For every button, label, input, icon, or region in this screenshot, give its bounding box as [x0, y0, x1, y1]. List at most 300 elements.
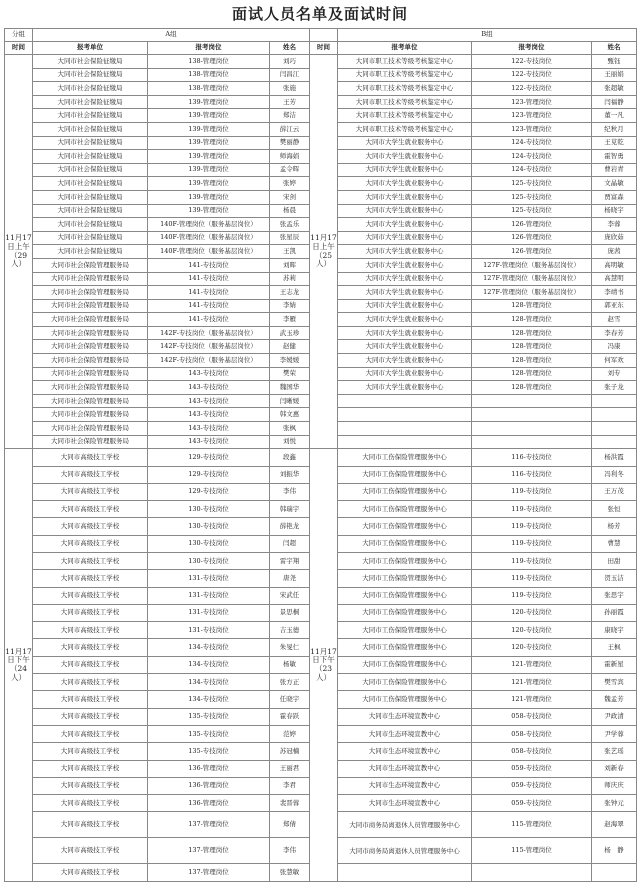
cell-b-unit: 大同市大学生就业服务中心 [338, 354, 472, 368]
cell-a-unit: 大同市高级技工学校 [33, 570, 148, 587]
cell-b-post: 115-管理岗位 [472, 812, 592, 838]
cell-b-unit: 大同市生态环境宣教中心 [338, 743, 472, 760]
cell-b-post: 121-管理岗位 [472, 691, 592, 708]
cell-b-name: 高慧明 [592, 272, 637, 286]
cell-a-post: 141-专技岗位 [148, 258, 270, 272]
cell-a-name: 张婷 [270, 177, 310, 191]
cell-a-post: 138-管理岗位 [148, 82, 270, 96]
table-row [5, 449, 637, 466]
cell-a-name: 朱旻仁 [270, 639, 310, 656]
cell-a-name: 闫昌江 [270, 68, 310, 82]
cell-b-unit: 大同市大学生就业服务中心 [338, 326, 472, 340]
cell-a-name: 刘晖 [270, 258, 310, 272]
cell-a-post: 129-专技岗位 [148, 466, 270, 483]
cell-b-post: 119-专技岗位 [472, 535, 592, 552]
cell-a-unit: 大同市社会保险管理服务局 [33, 286, 148, 300]
cell-b-name: 庞欣茹 [592, 231, 637, 245]
cell-b-unit: 大同市大学生就业服务中心 [338, 286, 472, 300]
cell-a-unit: 大同市社会保险征缴局 [33, 150, 148, 164]
cell-a-name: 王芳 [270, 95, 310, 109]
cell-b-unit: 大同市大学生就业服务中心 [338, 136, 472, 150]
cell-b-unit [338, 394, 472, 408]
cell-a-unit: 大同市社会保险管理服务局 [33, 354, 148, 368]
cell-b-name: 曹岩青 [592, 163, 637, 177]
cell-a-post: 142F-专技岗位（服务基层岗位） [148, 340, 270, 354]
cell-b-post: 127F-管理岗位（服务基层岗位） [472, 258, 592, 272]
cell-b-name: 董一凡 [592, 109, 637, 123]
cell-b-post: 128-管理岗位 [472, 299, 592, 313]
cell-a-unit: 大同市社会保险管理服务局 [33, 326, 148, 340]
cell-a-post: 141-专技岗位 [148, 286, 270, 300]
cell-b-unit: 大同市大学生就业服务中心 [338, 258, 472, 272]
cell-a-name: 李伟 [270, 483, 310, 500]
cell-a-post: 130-专技岗位 [148, 553, 270, 570]
cell-a-post: 143-专技岗位 [148, 381, 270, 395]
cell-a-name: 张孟乐 [270, 218, 310, 232]
cell-b-name: 李春芳 [592, 326, 637, 340]
cell-a-post: 134-专技岗位 [148, 639, 270, 656]
cell-b-unit [338, 435, 472, 449]
cell-b-name: 闫福静 [592, 95, 637, 109]
cell-b-post: 123-管理岗位 [472, 122, 592, 136]
cell-a-unit: 大同市社会保险管理服务局 [33, 272, 148, 286]
cell-b-post: 124-专技岗位 [472, 136, 592, 150]
cell-b-post [472, 864, 592, 881]
cell-b-unit: 大同市工伤保险管理服务中心 [338, 604, 472, 621]
cell-a-name: 王志龙 [270, 286, 310, 300]
cell-b-post: 119-专技岗位 [472, 587, 592, 604]
cell-b-name: 甄钰 [592, 55, 637, 69]
cell-b-name [592, 394, 637, 408]
table-row [5, 55, 637, 69]
cell-a-unit: 大同市高级技工学校 [33, 777, 148, 794]
cell-a-name: 张枫 [270, 422, 310, 436]
cell-b-name: 杨洪霞 [592, 449, 637, 466]
cell-a-unit: 大同市社会保险管理服务局 [33, 367, 148, 381]
cell-a-unit: 大同市高级技工学校 [33, 674, 148, 691]
cell-b-name: 李蓉 [592, 218, 637, 232]
cell-b-post [472, 435, 592, 449]
cell-b-unit: 大同市工伤保险管理服务中心 [338, 535, 472, 552]
cell-b-unit: 大同市大学生就业服务中心 [338, 313, 472, 327]
cell-b-post: 127F-管理岗位（服务基层岗位） [472, 272, 592, 286]
cell-a-name: 李雁 [270, 313, 310, 327]
cell-a-post: 134-专技岗位 [148, 656, 270, 673]
session-time-a: 11月17日上午（29人） [5, 55, 33, 449]
cell-b-name: 师庆庆 [592, 777, 637, 794]
cell-a-name: 李媛媛 [270, 354, 310, 368]
cell-b-name: 庞茜 [592, 245, 637, 259]
cell-b-name: 赵海翠 [592, 812, 637, 838]
cell-a-post: 129-专技岗位 [148, 483, 270, 500]
cell-a-post: 141-专技岗位 [148, 299, 270, 313]
cell-b-unit: 大同市生态环境宣教中心 [338, 725, 472, 742]
cell-a-unit: 大同市社会保险征缴局 [33, 95, 148, 109]
cell-a-unit: 大同市社会保险征缴局 [33, 218, 148, 232]
cell-a-name: 苏冠楠 [270, 743, 310, 760]
cell-a-unit: 大同市社会保险征缴局 [33, 204, 148, 218]
cell-a-unit: 大同市高级技工学校 [33, 535, 148, 552]
cell-a-post: 140F-管理岗位（服务基层岗位） [148, 231, 270, 245]
session-time-a: 11月17日下午（24人） [5, 449, 33, 882]
cell-b-unit: 大同市生态环境宣教中心 [338, 760, 472, 777]
cell-a-name: 苏莉 [270, 272, 310, 286]
cell-a-name: 吉玉德 [270, 622, 310, 639]
cell-b-post: 120-专技岗位 [472, 639, 592, 656]
cell-a-post: 142F-专技岗位（服务基层岗位） [148, 326, 270, 340]
cell-a-name: 郑倩 [270, 812, 310, 838]
cell-a-post: 130-专技岗位 [148, 518, 270, 535]
cell-b-unit: 大同市大学生就业服务中心 [338, 163, 472, 177]
cell-b-unit: 大同市大学生就业服务中心 [338, 150, 472, 164]
cell-a-post: 142F-专技岗位（服务基层岗位） [148, 354, 270, 368]
time-header-a: 时间 [5, 42, 33, 55]
cell-a-post: 143-专技岗位 [148, 394, 270, 408]
cell-a-unit: 大同市社会保险管理服务局 [33, 313, 148, 327]
cell-b-unit: 大同市大学生就业服务中心 [338, 204, 472, 218]
cell-a-unit: 大同市社会保险管理服务局 [33, 258, 148, 272]
cell-b-unit: 大同市工伤保险管理服务中心 [338, 553, 472, 570]
cell-a-unit: 大同市社会保险征缴局 [33, 55, 148, 69]
cell-a-unit: 大同市社会保险征缴局 [33, 68, 148, 82]
cell-b-name: 孙丽霞 [592, 604, 637, 621]
cell-a-post: 143-专技岗位 [148, 435, 270, 449]
cell-a-name: 杨敏 [270, 656, 310, 673]
cell-a-name: 任晓宇 [270, 691, 310, 708]
cell-a-post: 141-专技岗位 [148, 313, 270, 327]
cell-b-post: 116-专技岗位 [472, 466, 592, 483]
cell-b-name: 霍新星 [592, 656, 637, 673]
cell-b-post: 119-专技岗位 [472, 570, 592, 587]
cell-a-post: 137-管理岗位 [148, 812, 270, 838]
cell-b-name: 张钟元 [592, 795, 637, 812]
page-title: 面试人员名单及面试时间 [231, 5, 408, 23]
cell-a-unit: 大同市社会保险征缴局 [33, 82, 148, 96]
cell-b-post [472, 408, 592, 422]
cell-b-post: 116-专技岗位 [472, 449, 592, 466]
cell-b-name: 杨晓宇 [592, 204, 637, 218]
cell-a-name: 孟令晖 [270, 163, 310, 177]
cell-b-name: 张超敏 [592, 82, 637, 96]
cell-b-name: 刘专 [592, 367, 637, 381]
cell-a-unit: 大同市高级技工学校 [33, 604, 148, 621]
cell-a-unit: 大同市高级技工学校 [33, 864, 148, 881]
cell-b-post: 128-管理岗位 [472, 313, 592, 327]
cell-a-name: 王丽君 [270, 760, 310, 777]
cell-a-unit: 大同市高级技工学校 [33, 622, 148, 639]
group-b-spacer [310, 29, 338, 42]
column-header-row [5, 42, 637, 55]
cell-b-post: 119-专技岗位 [472, 553, 592, 570]
cell-a-name: 唐尧 [270, 570, 310, 587]
cell-a-unit: 大同市高级技工学校 [33, 553, 148, 570]
cell-b-post: 128-管理岗位 [472, 354, 592, 368]
cell-b-unit: 大同市商务局离退休人员管理服务中心 [338, 812, 472, 838]
cell-a-post: 139-管理岗位 [148, 204, 270, 218]
cell-b-name: 贺玉洁 [592, 570, 637, 587]
cell-a-post: 138-管理岗位 [148, 55, 270, 69]
cell-b-unit: 大同市职工技术等级考核鉴定中心 [338, 109, 472, 123]
cell-a-name: 刘巧 [270, 55, 310, 69]
unit-header-a: 报考单位 [33, 42, 148, 55]
cell-b-name: 霍智勇 [592, 150, 637, 164]
cell-a-unit: 大同市高级技工学校 [33, 708, 148, 725]
cell-a-name: 李君 [270, 777, 310, 794]
cell-b-post: 120-专技岗位 [472, 604, 592, 621]
cell-a-unit: 大同市社会保险征缴局 [33, 245, 148, 259]
cell-a-post: 134-专技岗位 [148, 691, 270, 708]
cell-a-post: 135-专技岗位 [148, 708, 270, 725]
cell-a-unit: 大同市高级技工学校 [33, 691, 148, 708]
cell-a-name: 韩瑞宇 [270, 501, 310, 518]
cell-b-unit: 大同市职工技术等级考核鉴定中心 [338, 82, 472, 96]
cell-a-name: 韩文惠 [270, 408, 310, 422]
cell-b-unit: 大同市大学生就业服务中心 [338, 231, 472, 245]
cell-a-post: 139-管理岗位 [148, 122, 270, 136]
cell-b-unit: 大同市职工技术等级考核鉴定中心 [338, 68, 472, 82]
post-header-a: 报考岗位 [148, 42, 270, 55]
cell-b-unit [338, 422, 472, 436]
cell-a-name: 张慧敏 [270, 864, 310, 881]
cell-a-name: 薛艳龙 [270, 518, 310, 535]
cell-a-unit: 大同市社会保险征缴局 [33, 122, 148, 136]
cell-a-name: 雷宇翔 [270, 553, 310, 570]
cell-b-post: 058-专技岗位 [472, 743, 592, 760]
cell-a-unit: 大同市社会保险征缴局 [33, 163, 148, 177]
cell-b-name: 张思宇 [592, 587, 637, 604]
cell-b-post: 125-专技岗位 [472, 177, 592, 191]
cell-a-unit: 大同市社会保险征缴局 [33, 231, 148, 245]
cell-b-post: 125-专技岗位 [472, 204, 592, 218]
name-header-a: 姓名 [270, 42, 310, 55]
cell-a-unit: 大同市社会保险管理服务局 [33, 394, 148, 408]
cell-b-unit: 大同市工伤保险管理服务中心 [338, 587, 472, 604]
cell-b-unit: 大同市大学生就业服务中心 [338, 245, 472, 259]
cell-b-post [472, 422, 592, 436]
cell-b-name: 李靖书 [592, 286, 637, 300]
cell-b-name: 刘新春 [592, 760, 637, 777]
cell-a-name: 闫超 [270, 535, 310, 552]
cell-a-name: 霍春跃 [270, 708, 310, 725]
cell-b-unit: 大同市工伤保险管理服务中心 [338, 501, 472, 518]
cell-a-post: 140F-管理岗位（服务基层岗位） [148, 218, 270, 232]
cell-a-name: 张施 [270, 82, 310, 96]
cell-a-post: 139-管理岗位 [148, 190, 270, 204]
cell-a-name: 杨晨 [270, 204, 310, 218]
cell-b-unit: 大同市工伤保险管理服务中心 [338, 691, 472, 708]
cell-a-name: 张星辰 [270, 231, 310, 245]
cell-b-post: 128-管理岗位 [472, 326, 592, 340]
cell-a-post: 130-专技岗位 [148, 501, 270, 518]
cell-b-post: 120-专技岗位 [472, 622, 592, 639]
cell-b-unit: 大同市大学生就业服务中心 [338, 340, 472, 354]
cell-a-unit: 大同市社会保险管理服务局 [33, 381, 148, 395]
cell-b-name: 王枫 [592, 639, 637, 656]
cell-b-post: 119-专技岗位 [472, 483, 592, 500]
cell-b-name: 王苋乾 [592, 136, 637, 150]
cell-a-post: 134-专技岗位 [148, 674, 270, 691]
cell-b-post: 119-专技岗位 [472, 501, 592, 518]
cell-a-post: 139-管理岗位 [148, 150, 270, 164]
cell-b-name: 文晶敏 [592, 177, 637, 191]
cell-b-post: 127F-管理岗位（服务基层岗位） [472, 286, 592, 300]
cell-b-name: 贾富森 [592, 190, 637, 204]
cell-b-post: 122-专技岗位 [472, 55, 592, 69]
cell-a-post: 135-专技岗位 [148, 725, 270, 742]
cell-b-name: 康晓宇 [592, 622, 637, 639]
cell-a-unit: 大同市高级技工学校 [33, 518, 148, 535]
cell-a-post: 143-专技岗位 [148, 422, 270, 436]
cell-b-name: 樊雪宾 [592, 674, 637, 691]
cell-b-post: 058-专技岗位 [472, 725, 592, 742]
cell-a-name: 张方正 [270, 674, 310, 691]
cell-b-unit: 大同市工伤保险管理服务中心 [338, 466, 472, 483]
cell-a-unit: 大同市社会保险管理服务局 [33, 340, 148, 354]
cell-a-unit: 大同市高级技工学校 [33, 501, 148, 518]
cell-b-name [592, 408, 637, 422]
cell-b-name: 何军欢 [592, 354, 637, 368]
cell-b-name [592, 435, 637, 449]
cell-b-name: 田甜 [592, 553, 637, 570]
cell-b-name: 冯利冬 [592, 466, 637, 483]
cell-a-post: 131-专技岗位 [148, 587, 270, 604]
cell-b-unit: 大同市生态环境宣教中心 [338, 708, 472, 725]
cell-a-post: 143-专技岗位 [148, 408, 270, 422]
cell-b-unit: 大同市职工技术等级考核鉴定中心 [338, 95, 472, 109]
cell-b-unit: 大同市大学生就业服务中心 [338, 381, 472, 395]
cell-a-post: 139-管理岗位 [148, 109, 270, 123]
cell-a-unit: 大同市社会保险征缴局 [33, 177, 148, 191]
cell-a-post: 129-专技岗位 [148, 449, 270, 466]
cell-b-unit: 大同市工伤保险管理服务中心 [338, 639, 472, 656]
cell-a-unit: 大同市社会保险征缴局 [33, 136, 148, 150]
cell-a-unit: 大同市社会保险管理服务局 [33, 408, 148, 422]
cell-a-unit: 大同市高级技工学校 [33, 725, 148, 742]
cell-b-name: 张恒 [592, 501, 637, 518]
session-time-b: 11月17日下午（23人） [310, 449, 338, 882]
cell-b-name: 高明敏 [592, 258, 637, 272]
cell-a-name: 李婧 [270, 299, 310, 313]
cell-b-name: 郭亚东 [592, 299, 637, 313]
cell-b-post: 123-管理岗位 [472, 95, 592, 109]
cell-b-unit: 大同市生态环境宣教中心 [338, 777, 472, 794]
cell-a-unit: 大同市高级技工学校 [33, 449, 148, 466]
cell-b-post: 126-管理岗位 [472, 231, 592, 245]
cell-b-name: 张艺瑶 [592, 743, 637, 760]
cell-b-post: 125-专技岗位 [472, 190, 592, 204]
cell-b-post: 122-专技岗位 [472, 68, 592, 82]
cell-a-post: 140F-管理岗位（服务基层岗位） [148, 245, 270, 259]
group-a-header: A组 [33, 29, 310, 42]
cell-b-name: 张子龙 [592, 381, 637, 395]
cell-a-unit: 大同市社会保险管理服务局 [33, 422, 148, 436]
cell-a-unit: 大同市高级技工学校 [33, 587, 148, 604]
cell-a-unit: 大同市高级技工学校 [33, 483, 148, 500]
cell-b-post: 059-专技岗位 [472, 760, 592, 777]
cell-b-unit: 大同市工伤保险管理服务中心 [338, 674, 472, 691]
cell-b-post: 115-管理岗位 [472, 838, 592, 864]
cell-b-post: 123-管理岗位 [472, 109, 592, 123]
group-row [5, 29, 637, 42]
cell-b-name: 魏孟芳 [592, 691, 637, 708]
cell-a-unit: 大同市高级技工学校 [33, 466, 148, 483]
cell-b-post: 122-专技岗位 [472, 82, 592, 96]
cell-a-post: 139-管理岗位 [148, 95, 270, 109]
cell-b-post: 128-管理岗位 [472, 367, 592, 381]
cell-a-name: 魏国华 [270, 381, 310, 395]
cell-a-post: 139-管理岗位 [148, 136, 270, 150]
cell-b-name: 尹政清 [592, 708, 637, 725]
cell-b-unit: 大同市商务局离退休人员管理服务中心 [338, 838, 472, 864]
cell-b-unit: 大同市职工技术等级考核鉴定中心 [338, 122, 472, 136]
cell-a-unit: 大同市高级技工学校 [33, 838, 148, 864]
cell-b-post: 128-管理岗位 [472, 381, 592, 395]
session-time-b: 11月17日上午（25人） [310, 55, 338, 449]
cell-a-name: 刘悦 [270, 435, 310, 449]
cell-a-post: 139-管理岗位 [148, 177, 270, 191]
cell-a-name: 闫晰媛 [270, 394, 310, 408]
cell-a-unit: 大同市社会保险征缴局 [33, 109, 148, 123]
cell-b-name: 赵雪 [592, 313, 637, 327]
cell-b-post: 126-管理岗位 [472, 218, 592, 232]
time-header-b: 时间 [310, 42, 338, 55]
cell-b-post: 124-专技岗位 [472, 163, 592, 177]
cell-a-post: 131-专技岗位 [148, 622, 270, 639]
cell-a-name: 宋剑 [270, 190, 310, 204]
cell-a-post: 143-专技岗位 [148, 367, 270, 381]
cell-b-unit: 大同市工伤保险管理服务中心 [338, 449, 472, 466]
cell-a-post: 139-管理岗位 [148, 163, 270, 177]
cell-b-unit: 大同市工伤保险管理服务中心 [338, 656, 472, 673]
cell-a-post: 131-专技岗位 [148, 604, 270, 621]
unit-header-b: 报考单位 [338, 42, 472, 55]
cell-b-unit: 大同市大学生就业服务中心 [338, 218, 472, 232]
cell-b-unit [338, 408, 472, 422]
cell-b-name: 杨 静 [592, 838, 637, 864]
cell-a-post: 137-管理岗位 [148, 864, 270, 881]
cell-b-unit: 大同市职工技术等级考核鉴定中心 [338, 55, 472, 69]
cell-a-name: 宋武任 [270, 587, 310, 604]
cell-b-name: 冯康 [592, 340, 637, 354]
cell-a-name: 樊荣 [270, 367, 310, 381]
cell-a-name: 薛江云 [270, 122, 310, 136]
cell-b-post: 059-专技岗位 [472, 795, 592, 812]
cell-b-name [592, 864, 637, 881]
cell-a-unit: 大同市社会保险征缴局 [33, 190, 148, 204]
group-label: 分组 [5, 29, 33, 42]
cell-a-name: 师海娟 [270, 150, 310, 164]
cell-a-unit: 大同市社会保险管理服务局 [33, 435, 148, 449]
cell-a-post: 130-专技岗位 [148, 535, 270, 552]
cell-a-name: 范婷 [270, 725, 310, 742]
cell-a-unit: 大同市高级技工学校 [33, 760, 148, 777]
cell-b-post: 124-专技岗位 [472, 150, 592, 164]
cell-b-unit [338, 864, 472, 881]
cell-a-name: 刘振华 [270, 466, 310, 483]
cell-b-unit: 大同市工伤保险管理服务中心 [338, 570, 472, 587]
cell-a-name: 裴晋蓉 [270, 795, 310, 812]
cell-a-unit: 大同市高级技工学校 [33, 812, 148, 838]
cell-b-post: 059-专技岗位 [472, 777, 592, 794]
cell-a-name: 景思桐 [270, 604, 310, 621]
cell-b-unit: 大同市工伤保险管理服务中心 [338, 622, 472, 639]
group-b-header: B组 [338, 29, 637, 42]
cell-a-unit: 大同市高级技工学校 [33, 656, 148, 673]
cell-a-name: 樊丽静 [270, 136, 310, 150]
cell-a-post: 131-专技岗位 [148, 570, 270, 587]
cell-b-post: 121-管理岗位 [472, 674, 592, 691]
cell-a-post: 136-管理岗位 [148, 795, 270, 812]
